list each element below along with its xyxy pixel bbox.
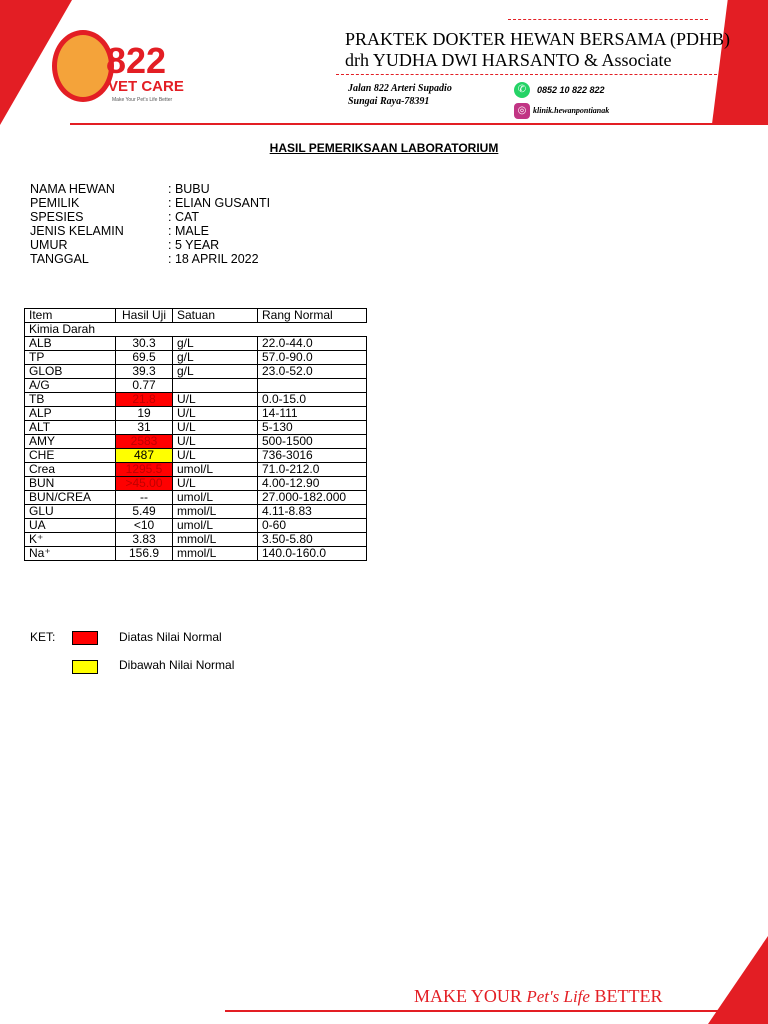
table-cell-item: TP (25, 351, 116, 365)
table-cell-unit: mmol/L (173, 547, 258, 561)
table-row (25, 379, 367, 393)
table-cell-result: 487 (116, 449, 173, 463)
table-cell-item: ALB (25, 337, 116, 351)
table-cell-range: 4.00-12.90 (258, 477, 367, 491)
page-title (0, 141, 768, 155)
table-row (25, 435, 367, 449)
table-cell-unit: g/L (173, 337, 258, 351)
patient-info-value: : 18 APRIL 2022 (168, 252, 259, 266)
patient-info-label: JENIS KELAMIN (30, 224, 124, 238)
table-cell-result: 3.83 (116, 533, 173, 547)
patient-info-label: UMUR (30, 238, 68, 252)
table-cell-range: 0-60 (258, 519, 367, 533)
table-cell-range: 14-111 (258, 407, 367, 421)
table-cell-result: 31 (116, 421, 173, 435)
table-cell-result: 0.77 (116, 379, 173, 393)
instagram-handle: klinik.hewanpontianak (533, 106, 610, 115)
table-cell-range: 0.0-15.0 (258, 393, 367, 407)
legend-label: KET: (30, 630, 56, 644)
table-row (25, 533, 367, 547)
table-row (25, 337, 367, 351)
table-cell-unit: umol/L (173, 491, 258, 505)
table-cell-unit: U/L (173, 421, 258, 435)
patient-info-label: NAMA HEWAN (30, 182, 115, 196)
table-group-label: Kimia Darah (25, 323, 367, 337)
table-cell-range (258, 379, 367, 393)
legend-high-text: Diatas Nilai Normal (119, 630, 222, 644)
table-cell-result: 69.5 (116, 351, 173, 365)
doctor-name: drh YUDHA DWI HARSANTO & Associate (345, 50, 672, 70)
table-cell-unit (173, 379, 258, 393)
table-cell-result: <10 (116, 519, 173, 533)
tagline-part3: BETTER (594, 986, 663, 1006)
patient-info-value: : ELIAN GUSANTI (168, 196, 271, 210)
clinic-name: PRAKTEK DOKTER HEWAN BERSAMA (PDHB) (345, 29, 731, 49)
phone-number: 0852 10 822 822 (537, 85, 605, 95)
table-cell-result: 1295.5 (116, 463, 173, 477)
table-cell-item: TB (25, 393, 116, 407)
table-cell-unit: g/L (173, 351, 258, 365)
paw-logo-icon (52, 30, 114, 102)
table-cell-unit: g/L (173, 365, 258, 379)
table-row (25, 463, 367, 477)
table-cell-range: 140.0-160.0 (258, 547, 367, 561)
table-cell-item: K⁺ (25, 533, 116, 547)
table-cell-item: CHE (25, 449, 116, 463)
patient-info-value: : CAT (168, 210, 200, 224)
address-line-2: Sungai Raya-78391 (348, 96, 430, 107)
table-row (25, 365, 367, 379)
logo-tagline: Make Your Pet's Life Better (112, 97, 173, 103)
table-cell-unit: umol/L (173, 519, 258, 533)
table-cell-result: 156.9 (116, 547, 173, 561)
table-cell-range: 500-1500 (258, 435, 367, 449)
table-cell-item: GLOB (25, 365, 116, 379)
table-cell-item: Crea (25, 463, 116, 477)
table-row (25, 351, 367, 365)
table-cell-item: GLU (25, 505, 116, 519)
column-header: Hasil Uji (116, 309, 173, 323)
table-cell-unit: U/L (173, 477, 258, 491)
table-header-row (25, 309, 367, 323)
header-dashed-line (508, 19, 708, 20)
clinic-logo (52, 30, 192, 116)
table-row (25, 547, 367, 561)
table-row (25, 421, 367, 435)
table-cell-item: BUN (25, 477, 116, 491)
tagline-part1: MAKE YOUR (414, 986, 522, 1006)
column-header: Satuan (173, 309, 258, 323)
logo-number: 822 (106, 40, 167, 81)
table-cell-item: A/G (25, 379, 116, 393)
table-row (25, 477, 367, 491)
table-row (25, 449, 367, 463)
patient-info-label: PEMILIK (30, 196, 80, 210)
patient-info-value: : BUBU (168, 182, 210, 196)
patient-info-label: SPESIES (30, 210, 84, 224)
table-cell-result: 19 (116, 407, 173, 421)
patient-info-value: : MALE (168, 224, 209, 238)
table-cell-unit: mmol/L (173, 505, 258, 519)
table-group-row (25, 323, 367, 337)
table-cell-range: 22.0-44.0 (258, 337, 367, 351)
table-cell-range: 23.0-52.0 (258, 365, 367, 379)
page-title-text: HASIL PEMERIKSAAN LABORATORIUM (269, 141, 499, 155)
legend-high-swatch (72, 631, 98, 645)
table-cell-result: -- (116, 491, 173, 505)
footer-divider (225, 1010, 768, 1012)
table-cell-result: >45.00 (116, 477, 173, 491)
table-cell-unit: U/L (173, 449, 258, 463)
patient-info-value: : 5 YEAR (168, 238, 220, 252)
header-corner-decoration-right (712, 0, 768, 124)
column-header: Rang Normal (258, 309, 367, 323)
table-cell-unit: U/L (173, 435, 258, 449)
table-cell-range: 5-130 (258, 421, 367, 435)
table-cell-item: BUN/CREA (25, 491, 116, 505)
column-header: Item (25, 309, 116, 323)
table-cell-unit: mmol/L (173, 533, 258, 547)
header-divider (70, 123, 768, 125)
header-dashed-line-2 (336, 74, 722, 75)
legend-low-text: Dibawah Nilai Normal (119, 658, 235, 672)
footer-tagline (414, 986, 662, 1007)
logo-text: VET CARE (108, 78, 184, 95)
table-cell-range: 57.0-90.0 (258, 351, 367, 365)
table-cell-result: 5.49 (116, 505, 173, 519)
table-cell-range: 3.50-5.80 (258, 533, 367, 547)
lab-results-table (24, 308, 367, 561)
patient-info-label: TANGGAL (30, 252, 89, 266)
table-cell-range: 4.11-8.83 (258, 505, 367, 519)
table-cell-range: 71.0-212.0 (258, 463, 367, 477)
table-row (25, 505, 367, 519)
table-row (25, 407, 367, 421)
table-cell-item: Na⁺ (25, 547, 116, 561)
instagram-icon: ◎ (514, 103, 530, 119)
table-cell-result: 30.3 (116, 337, 173, 351)
table-cell-result: 21.8 (116, 393, 173, 407)
address-line-1: Jalan 822 Arteri Supadio (348, 83, 452, 94)
table-cell-unit: umol/L (173, 463, 258, 477)
table-cell-result: 2583 (116, 435, 173, 449)
table-cell-item: ALT (25, 421, 116, 435)
table-cell-item: UA (25, 519, 116, 533)
table-cell-range: 736-3016 (258, 449, 367, 463)
table-cell-item: ALP (25, 407, 116, 421)
table-row (25, 519, 367, 533)
legend-low-swatch (72, 660, 98, 674)
table-cell-item: AMY (25, 435, 116, 449)
whatsapp-icon: ✆ (514, 82, 530, 98)
table-row (25, 491, 367, 505)
table-cell-range: 27.000-182.000 (258, 491, 367, 505)
table-cell-unit: U/L (173, 393, 258, 407)
table-row (25, 393, 367, 407)
tagline-part2: Pet's Life (526, 987, 590, 1006)
table-cell-unit: U/L (173, 407, 258, 421)
table-cell-result: 39.3 (116, 365, 173, 379)
